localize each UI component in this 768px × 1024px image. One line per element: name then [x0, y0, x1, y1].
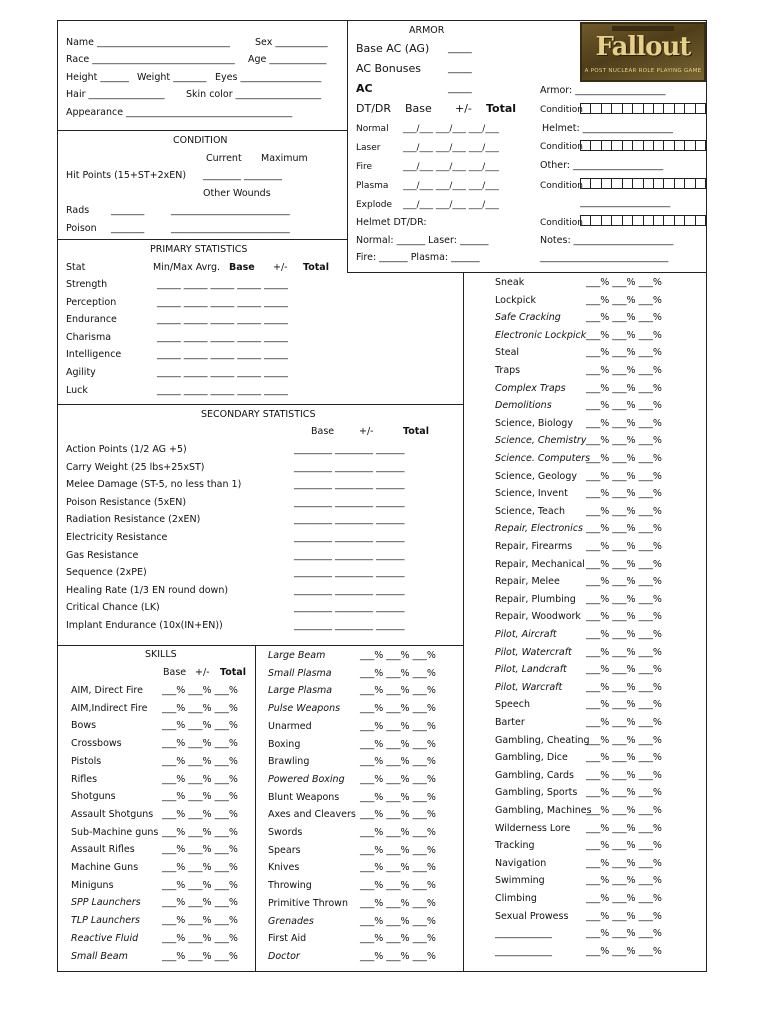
skill-fields[interactable]: ___% ___% ___%	[586, 312, 662, 324]
skill-label: Spears	[268, 844, 301, 856]
skill-fields[interactable]: ___% ___% ___%	[162, 720, 238, 732]
skill-fields[interactable]: ___% ___% ___%	[586, 294, 662, 306]
skills-mod-header: +/-	[195, 667, 210, 678]
secondary-stat-fields[interactable]: ________ ________ ______	[294, 514, 405, 526]
skill-fields[interactable]: ___% ___% ___%	[162, 862, 238, 873]
skill-fields[interactable]: ___% ___% ___%	[586, 857, 662, 869]
poison-field[interactable]: _______	[111, 223, 145, 234]
base-ac-label: Base AC (AG)	[356, 42, 430, 55]
skill-fields[interactable]: ___% ___% ___%	[360, 827, 436, 838]
skill-fields[interactable]: ___% ___% ___%	[586, 840, 662, 852]
secondary-stat-fields[interactable]: ________ ________ ______	[294, 444, 405, 455]
skill-fields[interactable]: ___% ___% ___%	[586, 681, 662, 693]
logo-subtitle: A POST NUCLEAR ROLE PLAYING GAME	[584, 68, 702, 74]
skill-fields[interactable]: ___% ___% ___%	[360, 809, 436, 821]
skin-color-field[interactable]: Skin color __________________	[186, 89, 322, 100]
skill-fields[interactable]: ___% ___% ___%	[162, 879, 238, 891]
divider	[347, 272, 707, 273]
ac-bonuses-label: AC Bonuses	[356, 62, 421, 75]
stat-fields[interactable]: _____ _____ _____ _____ _____	[157, 279, 288, 290]
secondary-stat-label: Melee Damage (ST-5, no less than 1)	[66, 479, 242, 491]
skill-label: Large Beam	[268, 650, 326, 661]
skill-fields[interactable]: ___% ___% ___%	[586, 593, 662, 605]
other-condition-label: Condition	[540, 181, 583, 191]
extra-condition-boxes[interactable]	[580, 215, 706, 226]
hit-points-label: Hit Points (15+ST+2xEN)	[66, 170, 187, 181]
logo-title: Fallout	[595, 32, 691, 62]
skill-fields[interactable]: ___% ___% ___%	[360, 915, 436, 927]
secondary-stat-fields[interactable]: ________ ________ ______	[294, 549, 405, 561]
skill-label: Rifles	[71, 773, 98, 785]
rads-label: Rads	[66, 205, 90, 216]
skill-fields[interactable]: ___% ___% ___%	[162, 950, 238, 962]
skill-label: Shotguns	[71, 791, 116, 803]
dt-mod-header: +/-	[455, 102, 472, 115]
secondary-stat-label: Sequence (2xPE)	[66, 567, 147, 579]
divider	[57, 404, 463, 405]
skill-label: Pilot, Landcraft	[495, 664, 567, 676]
helmet-name-field[interactable]: Helmet: ___________________	[542, 123, 673, 134]
skill-label: Repair, Firearms	[495, 541, 573, 552]
skill-fields[interactable]: ___% ___% ___%	[586, 365, 662, 376]
stat-label: Strength	[66, 279, 108, 290]
secondary-stat-label: Gas Resistance	[66, 549, 139, 561]
skill-fields[interactable]: ___% ___% ___%	[586, 505, 662, 517]
skill-label: Swords	[268, 827, 303, 838]
skill-label: Knives	[268, 862, 300, 874]
skill-fields[interactable]: ___% ___% ___%	[586, 629, 662, 640]
skill-fields[interactable]: ___% ___% ___%	[586, 277, 662, 288]
skill-fields[interactable]: ___% ___% ___%	[586, 717, 662, 728]
skill-label: Wilderness Lore	[495, 822, 571, 834]
skill-label: Pilot, Aircraft	[495, 629, 557, 640]
skill-fields[interactable]: ___% ___% ___%	[360, 773, 436, 785]
skill-fields[interactable]: ___% ___% ___%	[586, 347, 662, 359]
divider	[57, 239, 347, 240]
skill-label: SPP Launchers	[71, 897, 141, 909]
skill-label: Barter	[495, 717, 525, 728]
skill-fields[interactable]: ___% ___% ___%	[586, 382, 662, 394]
skill-fields[interactable]: ___% ___% ___%	[360, 844, 436, 856]
skill-label: Lockpick	[495, 294, 537, 306]
skill-fields[interactable]: ___% ___% ___%	[162, 915, 238, 927]
skill-label: Repair, Woodwork	[495, 611, 581, 623]
skill-fields[interactable]: ___% ___% ___%	[360, 791, 436, 803]
condition-title: CONDITION	[173, 135, 228, 146]
stat-fields[interactable]: _____ _____ _____ _____ _____	[157, 296, 288, 308]
skill-label: Swimming	[495, 875, 545, 887]
skill-label: Navigation	[495, 857, 547, 869]
skill-label: Traps	[495, 365, 521, 376]
secondary-stats-title: SECONDARY STATISTICS	[201, 409, 316, 420]
dtdr-header: DT/DR	[356, 102, 392, 115]
skill-label: Assault Shotguns	[71, 808, 154, 820]
skill-fields[interactable]: ___% ___% ___%	[586, 928, 662, 940]
stat-label: Charisma	[66, 331, 112, 343]
skill-label: Powered Boxing	[268, 773, 345, 785]
skill-label: Repair, Electronics	[495, 523, 583, 535]
skill-fields[interactable]: ___% ___% ___%	[360, 897, 436, 909]
dtdr-row-label: Fire	[356, 162, 373, 172]
secondary-stat-fields[interactable]: ________ ________ ______	[294, 532, 405, 543]
age-field[interactable]: Age ____________	[248, 54, 327, 65]
skill-label: Gambling, Sports	[495, 787, 578, 799]
skill-label: Safe Cracking	[495, 312, 561, 324]
helmet-normal-laser-field[interactable]: Normal: ______ Laser: ______	[356, 235, 489, 246]
skills-title: SKILLS	[145, 649, 177, 660]
skill-fields[interactable]: ___% ___% ___%	[360, 880, 436, 892]
skill-label: Science, Invent	[495, 488, 568, 500]
skill-fields[interactable]: ___% ___% ___%	[360, 650, 436, 661]
skill-fields[interactable]: ___% ___% ___%	[586, 470, 662, 482]
rads-wounds-field[interactable]: _________________________	[171, 205, 290, 216]
stat-label: Endurance	[66, 314, 117, 326]
secondary-stat-label: Critical Chance (LK)	[66, 602, 160, 614]
rads-field[interactable]: _______	[111, 205, 145, 216]
skill-fields[interactable]: ___% ___% ___%	[360, 756, 436, 768]
skill-fields[interactable]: ___% ___% ___%	[360, 667, 436, 679]
dtdr-row-fields[interactable]: ___/___ ___/___ ___/___	[403, 181, 499, 191]
divider	[255, 645, 256, 972]
helmet-condition-label: Condition	[540, 142, 583, 152]
skill-label: Repair, Melee	[495, 576, 560, 588]
skill-fields[interactable]: ___% ___% ___%	[586, 417, 662, 429]
primary-stats-title: PRIMARY STATISTICS	[150, 244, 248, 255]
skills-total-header: Total	[220, 667, 246, 678]
skill-label: Large Plasma	[268, 685, 333, 697]
ac-label: AC	[356, 82, 373, 95]
skill-label: TLP Launchers	[71, 915, 140, 927]
stat-label: Intelligence	[66, 349, 122, 361]
notes-field[interactable]: Notes: _____________________	[540, 235, 674, 246]
skill-fields[interactable]: ___% ___% ___%	[162, 791, 238, 803]
skill-fields[interactable]: ___% ___% ___%	[586, 576, 662, 588]
poison-wounds-field[interactable]: _________________________	[171, 223, 290, 234]
armor-condition-boxes[interactable]	[580, 103, 706, 114]
skill-fields[interactable]: ___% ___% ___%	[586, 453, 662, 464]
skill-fields[interactable]: ___% ___% ___%	[586, 893, 662, 904]
skill-fields[interactable]: ___% ___% ___%	[586, 541, 662, 552]
skill-fields[interactable]: ___% ___% ___%	[586, 664, 662, 676]
divider	[57, 645, 463, 646]
skill-fields[interactable]: ___% ___% ___%	[360, 950, 436, 962]
skill-label: AIM, Direct Fire	[71, 685, 143, 696]
secondary-stat-label: Radiation Resistance (2xEN)	[66, 514, 201, 526]
skill-label: Miniguns	[71, 879, 114, 891]
skill-fields[interactable]: ___% ___% ___%	[586, 400, 662, 412]
skill-label: Pistols	[71, 755, 102, 767]
skill-label: Pilot, Watercraft	[495, 646, 572, 658]
skill-fields[interactable]: ___% ___% ___%	[586, 699, 662, 711]
sec-total-header: Total	[403, 426, 429, 437]
secondary-stat-fields[interactable]: ________ ________ ______	[294, 567, 405, 579]
skill-label: Assault Rifles	[71, 844, 135, 856]
secondary-stat-label: Carry Weight (25 lbs+25xST)	[66, 461, 205, 473]
skill-label: Crossbows	[71, 738, 122, 750]
hair-field[interactable]: Hair ________________	[66, 89, 165, 100]
skill-fields[interactable]: ___% ___% ___%	[360, 738, 436, 750]
skill-fields[interactable]: ___% ___% ___%	[360, 862, 436, 874]
skill-fields[interactable]: ___% ___% ___%	[162, 755, 238, 767]
skill-fields[interactable]: ___% ___% ___%	[586, 558, 662, 570]
secondary-stat-fields[interactable]: ________ ________ ______	[294, 620, 405, 631]
dtdr-row-label: Plasma	[356, 181, 389, 191]
base-header: Base	[229, 262, 255, 273]
skill-fields[interactable]: ___% ___% ___%	[586, 646, 662, 658]
skill-label: Brawling	[268, 756, 310, 768]
skill-label: Science. Computers	[495, 453, 591, 464]
skill-fields[interactable]: ___% ___% ___%	[586, 329, 662, 341]
armor-title: ARMOR	[409, 25, 445, 36]
base-ac-field[interactable]: _____	[448, 43, 472, 54]
helmet-fire-plasma-field[interactable]: Fire: ______ Plasma: ______	[356, 252, 480, 263]
skill-fields[interactable]: ___% ___% ___%	[360, 685, 436, 697]
helmet-condition-boxes[interactable]	[580, 140, 706, 151]
skill-label: Primitive Thrown	[268, 897, 348, 909]
skill-fields[interactable]: ___% ___% ___%	[586, 435, 662, 447]
eyes-field[interactable]: Eyes _________________	[215, 72, 322, 83]
current-header: Current	[206, 153, 242, 164]
skill-label: ____________	[495, 945, 552, 957]
stat-fields[interactable]: _____ _____ _____ _____ _____	[157, 384, 288, 396]
stat-header: Stat	[66, 262, 86, 273]
skill-fields[interactable]: ___% ___% ___%	[586, 875, 662, 887]
skill-label: Gambling, Dice	[495, 752, 568, 764]
extra-condition-label: Condition	[540, 218, 583, 228]
height-field[interactable]: Height ______	[66, 72, 129, 83]
skill-label: Gambling, Cheating	[495, 734, 590, 746]
skill-label: Small Plasma	[268, 667, 332, 679]
stat-fields[interactable]: _____ _____ _____ _____ _____	[157, 349, 288, 361]
skill-label: Science, Chemistry	[495, 435, 587, 447]
skill-label: Sexual Prowess	[495, 910, 569, 922]
other-wounds-label: Other Wounds	[203, 188, 271, 199]
skill-fields[interactable]: ___% ___% ___%	[586, 523, 662, 535]
skill-label: Machine Guns	[71, 862, 139, 873]
armor-name-field[interactable]: Armor: ___________________	[540, 85, 666, 96]
skill-fields[interactable]: ___% ___% ___%	[162, 897, 238, 909]
skill-fields[interactable]: ___% ___% ___%	[360, 720, 436, 732]
dt-base-header: Base	[405, 102, 432, 115]
skill-fields[interactable]: ___% ___% ___%	[586, 734, 662, 746]
skill-label: Science, Teach	[495, 505, 565, 517]
weight-field[interactable]: Weight _______	[137, 72, 207, 83]
skill-fields[interactable]: ___% ___% ___%	[360, 933, 436, 945]
total-header: Total	[303, 262, 329, 273]
skill-label: Bows	[71, 720, 97, 732]
divider	[463, 272, 464, 972]
skill-fields[interactable]: ___% ___% ___%	[162, 773, 238, 785]
skill-fields[interactable]: ___% ___% ___%	[586, 769, 662, 781]
skill-label: AIM,Indirect Fire	[71, 702, 148, 714]
skill-label: Tracking	[495, 840, 535, 852]
skill-label: Boxing	[268, 738, 301, 750]
secondary-stat-fields[interactable]: ________ ________ ______	[294, 479, 405, 491]
skill-fields[interactable]: ___% ___% ___%	[586, 787, 662, 799]
skill-label: Doctor	[268, 950, 300, 962]
stat-fields[interactable]: _____ _____ _____ _____ _____	[157, 367, 288, 378]
sex-field[interactable]: Sex ___________	[255, 37, 328, 48]
skill-label: Repair, Plumbing	[495, 593, 576, 605]
skill-label: Pilot, Warcraft	[495, 681, 563, 693]
maximum-header: Maximum	[261, 153, 308, 164]
skill-label: Demolitions	[495, 400, 552, 412]
skill-label: Reactive Fluid	[71, 932, 139, 944]
other-name-field[interactable]: Other: ___________________	[540, 160, 664, 171]
secondary-stat-label: Healing Rate (1/3 EN round down)	[66, 584, 229, 596]
skill-label: Gambling, Cards	[495, 769, 575, 781]
notes-extra-field[interactable]: ___________________________	[540, 252, 669, 263]
sec-mod-header: +/-	[359, 426, 374, 437]
skill-fields[interactable]: ___% ___% ___%	[586, 611, 662, 623]
dtdr-row-fields[interactable]: ___/___ ___/___ ___/___	[403, 143, 499, 153]
ac-bonuses-field[interactable]: _____	[448, 63, 472, 74]
secondary-stat-label: Poison Resistance (5xEN)	[66, 496, 187, 508]
skill-label: Gambling, Machines	[495, 805, 592, 816]
skill-label: Sneak	[495, 277, 525, 288]
skill-fields[interactable]: ___% ___% ___%	[162, 738, 238, 750]
dtdr-row-fields[interactable]: ___/___ ___/___ ___/___	[403, 200, 499, 210]
skill-fields[interactable]: ___% ___% ___%	[162, 702, 238, 714]
other-condition-boxes[interactable]	[580, 178, 706, 189]
ac-field[interactable]: _____	[448, 83, 472, 94]
secondary-stat-fields[interactable]: ________ ________ ______	[294, 496, 405, 508]
secondary-stat-label: Implant Endurance (10x(IN+EN))	[66, 620, 223, 631]
mod-header: +/-	[273, 262, 288, 273]
dtdr-row-label: Explode	[356, 200, 392, 210]
other-extra-field[interactable]: ___________________	[580, 197, 671, 208]
race-field[interactable]: Race ______________________________	[66, 54, 235, 65]
skill-fields[interactable]: ___% ___% ___%	[586, 752, 662, 764]
divider	[57, 130, 347, 131]
dtdr-row-label: Laser	[356, 143, 381, 153]
skill-fields[interactable]: ___% ___% ___%	[162, 844, 238, 856]
armor-condition-label: Condition	[540, 105, 583, 115]
skill-fields[interactable]: ___% ___% ___%	[586, 910, 662, 922]
skill-fields[interactable]: ___% ___% ___%	[162, 826, 238, 838]
skill-label: Complex Traps	[495, 382, 566, 394]
skill-label: Climbing	[495, 893, 537, 904]
skill-label: Repair, Mechanical	[495, 558, 585, 570]
skill-label: Sub-Machine guns	[71, 826, 159, 838]
poison-label: Poison	[66, 223, 97, 234]
dtdr-row-fields[interactable]: ___/___ ___/___ ___/___	[403, 124, 499, 134]
skill-fields[interactable]: ___% ___% ___%	[162, 932, 238, 944]
skill-label: Unarmed	[268, 720, 312, 732]
skill-fields[interactable]: ___% ___% ___%	[586, 805, 662, 816]
secondary-stat-fields[interactable]: ________ ________ ______	[294, 584, 405, 596]
skill-label: Electronic Lockpick	[495, 329, 587, 341]
skill-label: Steal	[495, 347, 520, 359]
skill-fields[interactable]: ___% ___% ___%	[162, 808, 238, 820]
skill-fields[interactable]: ___% ___% ___%	[586, 822, 662, 834]
hit-points-field[interactable]: ________ ________	[203, 170, 283, 181]
fallout-logo	[580, 22, 706, 82]
skill-label: Grenades	[268, 915, 314, 927]
skill-fields[interactable]: ___% ___% ___%	[586, 945, 662, 957]
skill-label: Throwing	[268, 880, 312, 892]
skill-fields[interactable]: ___% ___% ___%	[162, 685, 238, 696]
skill-fields[interactable]: ___% ___% ___%	[586, 488, 662, 500]
skill-label: Axes and Cleavers	[268, 809, 356, 821]
dtdr-row-label: Normal	[356, 124, 389, 134]
skill-label: Science, Biology	[495, 417, 573, 429]
secondary-stat-label: Action Points (1/2 AG +5)	[66, 444, 187, 455]
secondary-stat-fields[interactable]: ________ ________ ______	[294, 602, 405, 614]
stat-fields[interactable]: _____ _____ _____ _____ _____	[157, 314, 288, 326]
skill-label: Blunt Weapons	[268, 791, 340, 803]
secondary-stat-fields[interactable]: ________ ________ ______	[294, 461, 405, 473]
dtdr-row-fields[interactable]: ___/___ ___/___ ___/___	[403, 162, 499, 172]
divider	[347, 20, 348, 272]
skill-label: Science, Geology	[495, 470, 577, 482]
skill-label: First Aid	[268, 933, 307, 945]
sec-base-header: Base	[311, 426, 335, 437]
stat-fields[interactable]: _____ _____ _____ _____ _____	[157, 331, 288, 343]
skill-label: Speech	[495, 699, 530, 711]
stat-label: Agility	[66, 367, 96, 378]
dt-total-header: Total	[486, 102, 517, 115]
skill-label: Small Beam	[71, 950, 128, 962]
stat-label: Luck	[66, 384, 88, 396]
skill-label: Pulse Weapons	[268, 703, 341, 715]
skill-fields[interactable]: ___% ___% ___%	[360, 703, 436, 715]
skills-base-header: Base	[163, 667, 187, 678]
helmet-dtdr-label: Helmet DT/DR:	[356, 217, 427, 228]
minmax-header: Min/Max Avrg.	[153, 262, 221, 273]
secondary-stat-label: Electricity Resistance	[66, 532, 168, 543]
skill-label: ____________	[495, 928, 552, 940]
name-field[interactable]: Name ____________________________	[66, 37, 231, 48]
appearance-field[interactable]: Appearance ___________________________________	[66, 107, 293, 118]
stat-label: Perception	[66, 296, 117, 308]
